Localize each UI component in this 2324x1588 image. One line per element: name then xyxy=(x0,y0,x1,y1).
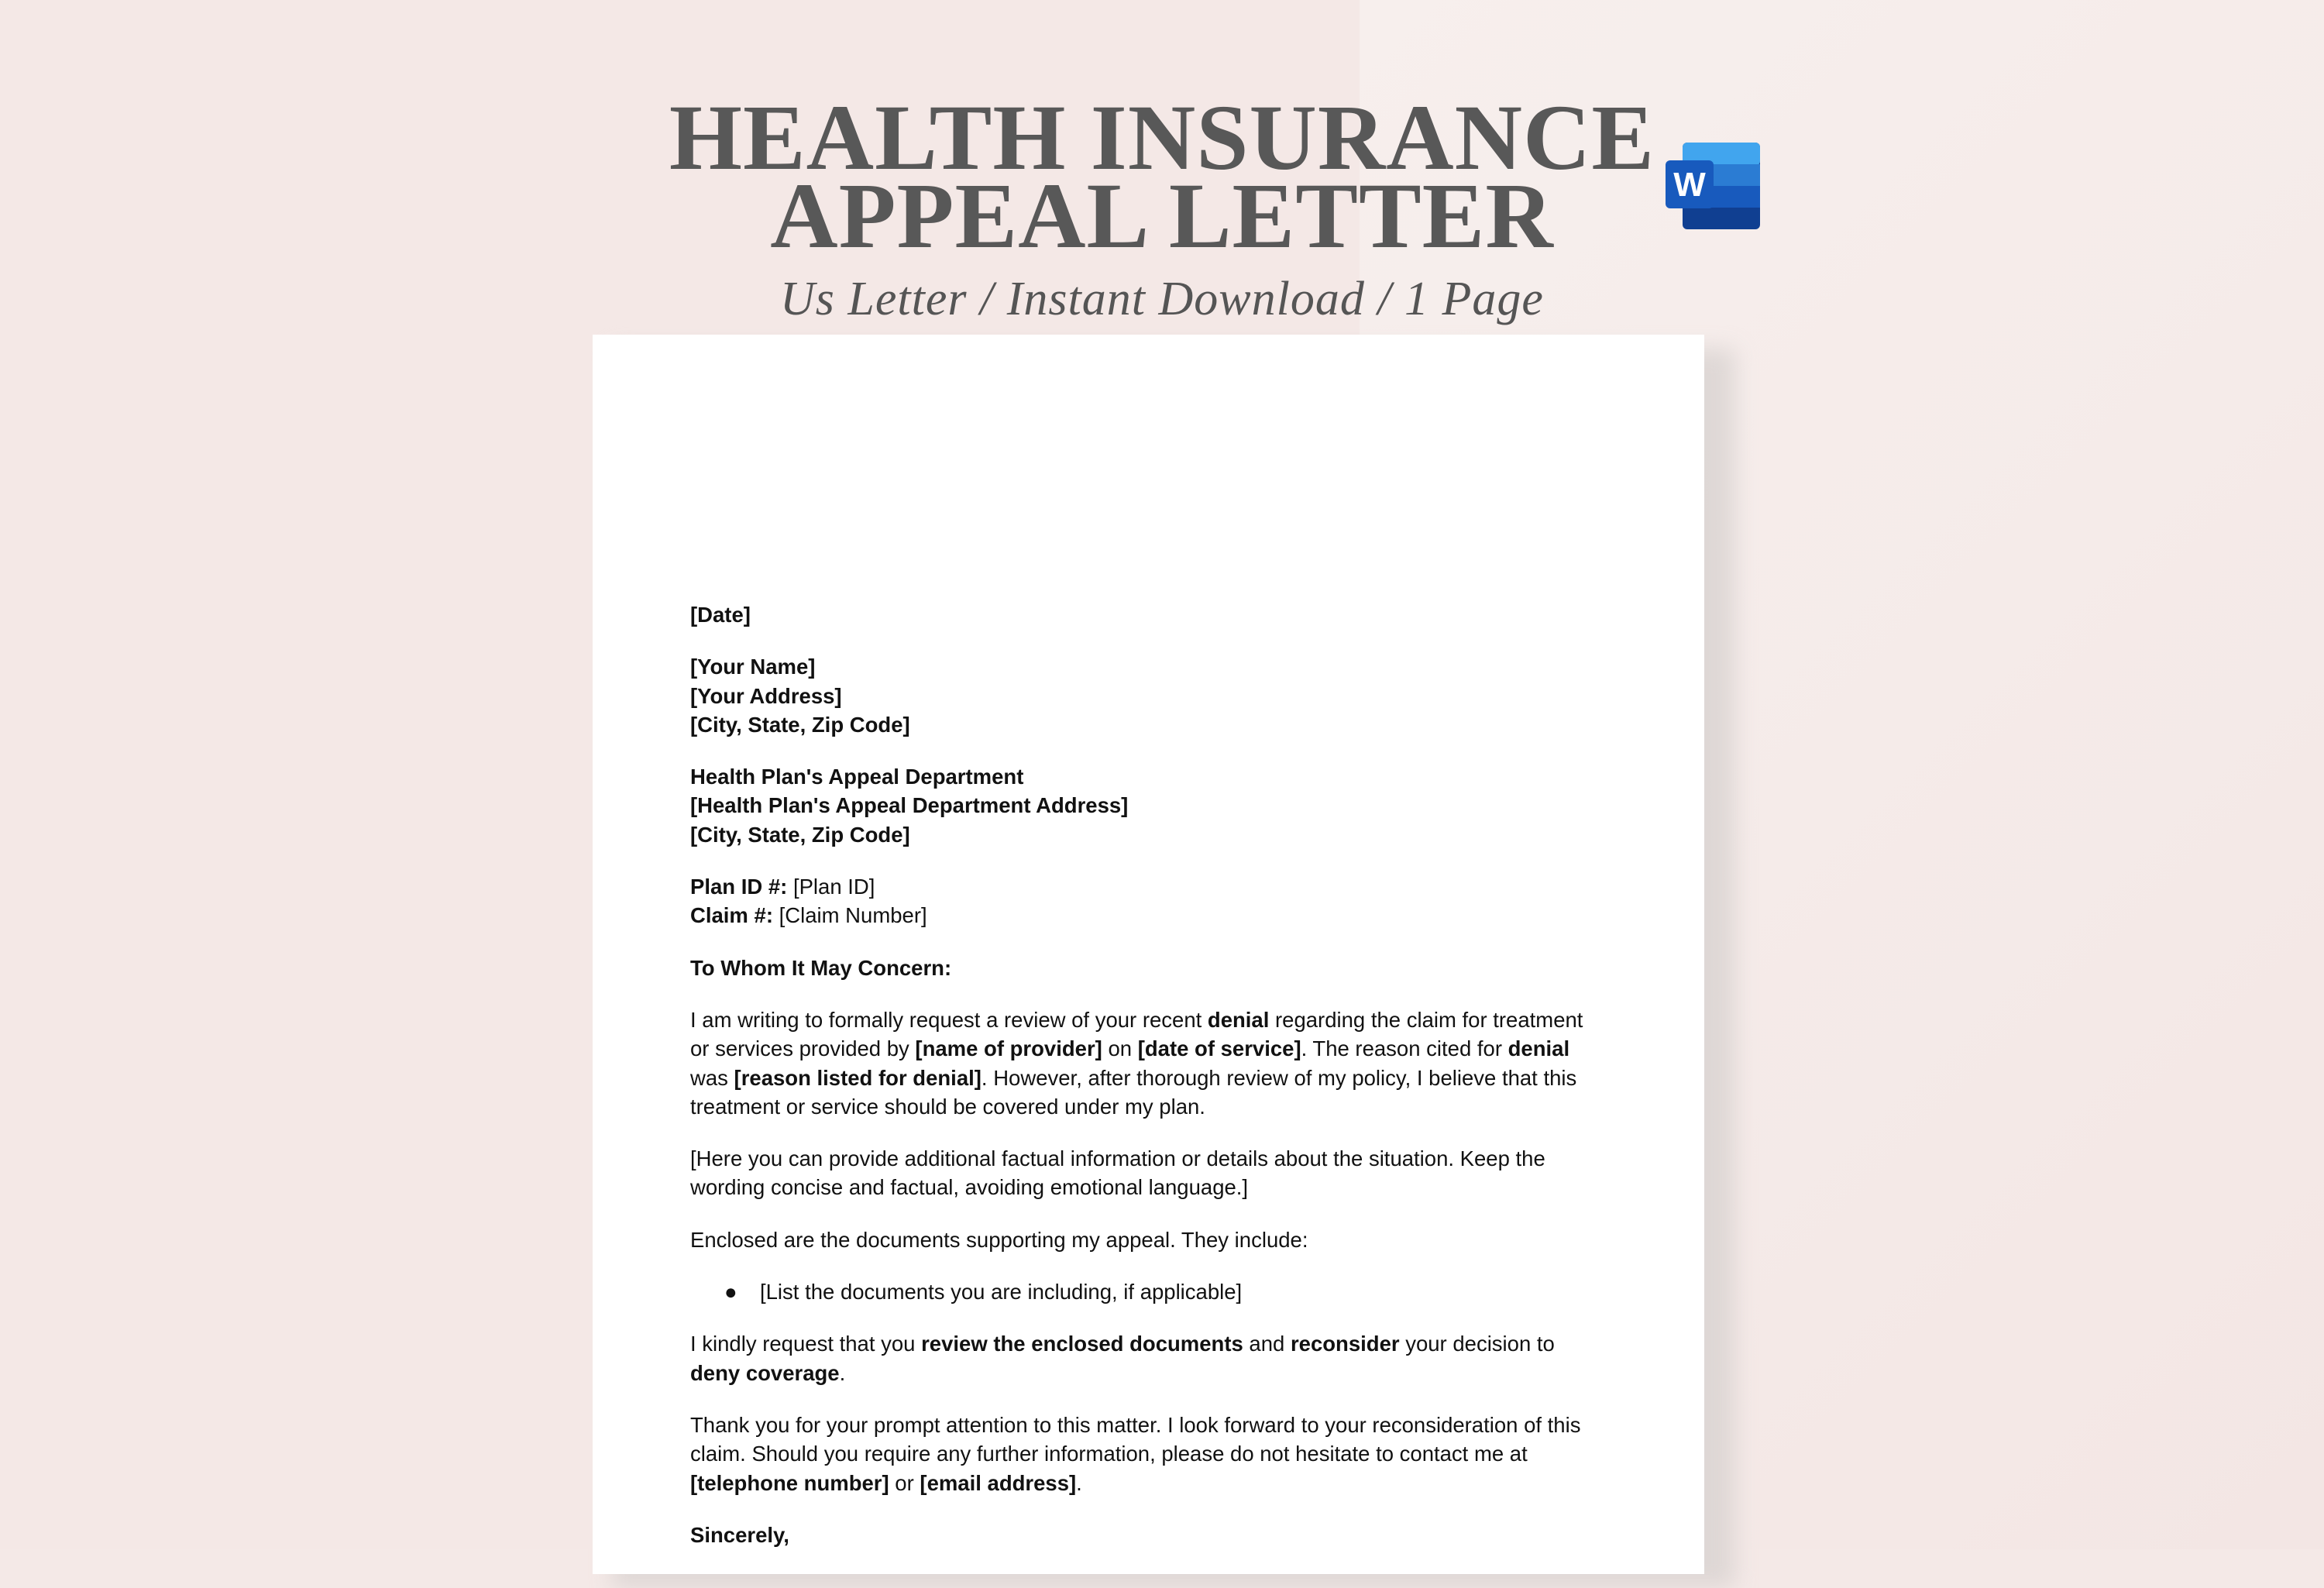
sender-name: [Your Name] xyxy=(690,655,816,679)
text: I am writing to formally request a review of your recent xyxy=(690,1007,1208,1032)
text: I kindly request that you xyxy=(690,1332,922,1356)
bold-text: deny coverage xyxy=(690,1360,840,1385)
claim-label: Claim #: xyxy=(690,903,773,928)
bold-text: denial xyxy=(1207,1007,1270,1032)
list-item xyxy=(690,1277,1589,1306)
reference-block xyxy=(690,872,1589,930)
text: or xyxy=(889,1470,920,1495)
title-line-2: APPEAL LETTER xyxy=(770,164,1554,268)
word-icon-letter: W xyxy=(1673,166,1706,204)
page-subtitle: Us Letter / Instant Download / 1 Page xyxy=(780,273,1544,325)
text: and xyxy=(1243,1332,1291,1356)
salutation: To Whom It May Concern: xyxy=(690,955,952,980)
letter-date: [Date] xyxy=(690,603,751,627)
bold-text: review the enclosed documents xyxy=(921,1332,1243,1356)
text: on xyxy=(1102,1036,1138,1061)
letter-body xyxy=(690,600,1589,1573)
plan-id-value: [Plan ID] xyxy=(787,875,875,899)
text: Thank you for your prompt attention to this matter. I look forward to your reconsideration of this claim. Should you require any further information, please do not hesitate to contact me at xyxy=(690,1412,1581,1466)
text: . The reason cited for xyxy=(1301,1036,1508,1061)
bold-text: reconsider xyxy=(1290,1332,1400,1356)
plan-id-label: Plan ID #: xyxy=(690,875,788,899)
bullet-icon: ● xyxy=(724,1280,737,1304)
text: . xyxy=(839,1360,846,1385)
paragraph-request xyxy=(690,1005,1589,1121)
bold-text: denial xyxy=(1508,1036,1570,1061)
recipient-city: [City, State, Zip Code] xyxy=(690,822,910,847)
paragraph-reconsider xyxy=(690,1329,1589,1387)
sender-address: [Your Address] xyxy=(690,683,842,708)
text: was xyxy=(690,1065,734,1090)
text: . However, after thorough review of my policy, I believe that this treatment or service should be covered under my plan. xyxy=(690,1065,1577,1119)
bold-text: [date of service] xyxy=(1137,1036,1301,1061)
recipient-address: [Health Plan's Appeal Department Address] xyxy=(690,793,1129,818)
paragraph-details: [Here you can provide additional factual information or details about the situation. Keep the wording concise and factual, avoiding emotional language.] xyxy=(690,1146,1545,1200)
bold-text: [email address] xyxy=(920,1470,1077,1495)
bold-text: [reason listed for denial] xyxy=(734,1065,982,1090)
claim-value: [Claim Number] xyxy=(772,903,927,928)
paragraph-enclosed: Enclosed are the documents supporting my appeal. They include: xyxy=(690,1227,1308,1252)
bold-text: [telephone number] xyxy=(690,1470,889,1495)
closing: Sincerely, xyxy=(690,1522,789,1547)
recipient-block xyxy=(690,762,1589,849)
text: . xyxy=(1076,1470,1082,1495)
list-item-text: [List the documents you are including, if applicable] xyxy=(760,1280,1243,1304)
title-line-1: HEALTH INSURANCE xyxy=(669,86,1655,190)
text: regarding the claim for treatment or services provided by xyxy=(690,1007,1583,1061)
paragraph-thanks xyxy=(690,1411,1589,1497)
sender-city: [City, State, Zip Code] xyxy=(690,712,910,737)
sender-block xyxy=(690,652,1589,739)
microsoft-word-icon xyxy=(1666,143,1760,229)
text: your decision to xyxy=(1399,1332,1555,1356)
letter-page xyxy=(593,335,1704,1574)
page-title xyxy=(0,86,2324,268)
bold-text: [name of provider] xyxy=(915,1036,1102,1061)
recipient-name: Health Plan's Appeal Department xyxy=(690,765,1024,789)
